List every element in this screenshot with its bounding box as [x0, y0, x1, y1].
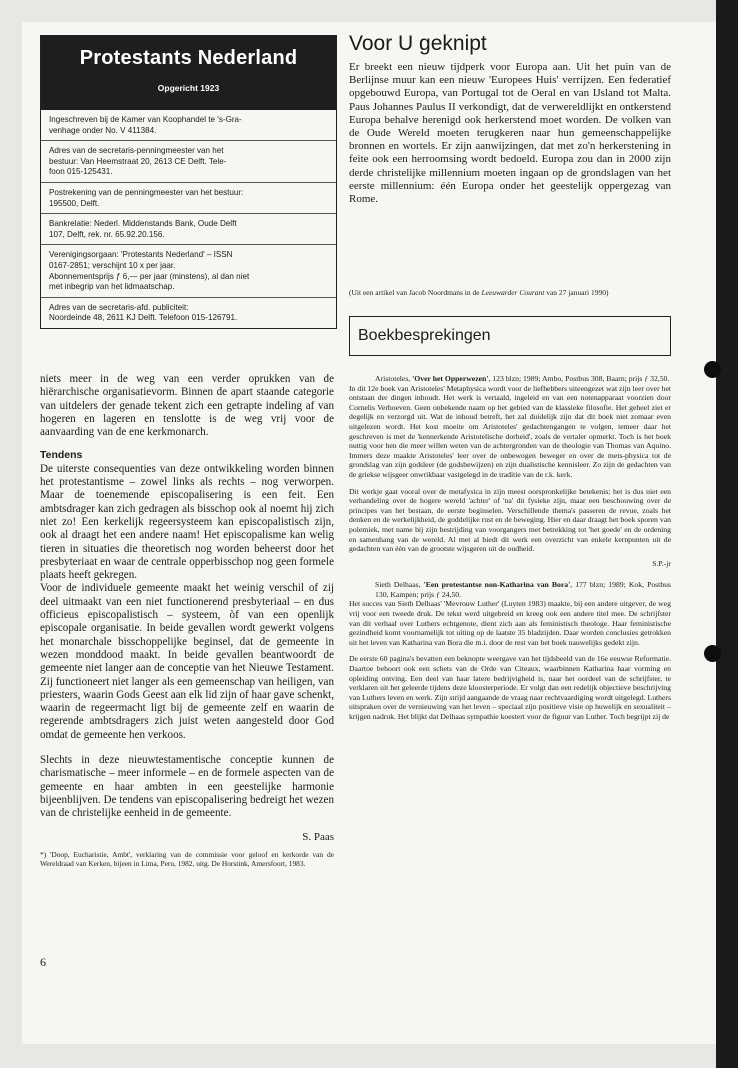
- article-signature: S. Paas: [302, 830, 334, 843]
- footnote: *) 'Doop, Eucharistie, Ambt', verklaring van de commissie voor geloof en kerkorde van de Wereldraad van Kerken, bijeen in Lima, Peru, 1982, uitg. De Horstink, Amersfoort, 1983.: [40, 849, 334, 869]
- review-paragraph: Dit werkje gaat vooral over de metafysica in zijn meest oorspronkelijke betekenis; het is dus niet een verhandeling over de hogere wereld 'achter' of 'na' dit fysieke zijn, maar een beschouwing over de principes van het bestaan, de eerste beginselen. Verschillende thema's passeren de revue, zoals het denken en de werkelijkheid, de goddelijke rust en de beweging. Hier en daar draagt het boek sporen van polemiek, met name bij zijn bestrijding van voorgangers met betrekking tot 'het goede' en de ordening en samenhang van de wereld. Al met al biedt dit werk een overzicht van enkele kernpunten uit de gedachten van één van de grootste wijsgeren uit de oudheid.: [349, 486, 671, 554]
- book-title: 'Een protestantse non-Katharina van Bora': [423, 580, 571, 590]
- review-header: Aristoteles, 'Over het Opperwezen', 123 blzn; 1989; Ambo, Postbus 308, Baarn; prijs ƒ 32,50.: [375, 374, 670, 383]
- scan-edge: [716, 0, 738, 1068]
- voor-u-geknipt-citation: (Uit een artikel van Jacob Noordmans in de Leeuwarder Courant van 27 januari 1990): [349, 288, 609, 297]
- masthead-box: [40, 35, 337, 329]
- masthead-subtitle: Opgericht 1923: [157, 83, 220, 93]
- masthead-entry-bank: Bankrelatie: Nederl. Middenstands Bank, Oude Delft 107, Delft, rek. nr. 65.92.20.156.: [41, 214, 336, 245]
- masthead-entry-address: Adres van de secretaris-penningmeester van het bestuur: Van Heemstraat 20, 2613 CE Delft. Tele- foon 015-125431.: [41, 141, 336, 183]
- masthead-title: Protestants Nederland: [79, 47, 298, 69]
- voor-u-geknipt-heading: Voor U geknipt: [349, 32, 487, 55]
- masthead-entry-publication: Verenigingsorgaan: 'Protestants Nederland' – ISSN 0167-2851; verschijnt 10 x per jaar. Abonnementsprijs ƒ 6,— per jaar (minstens), al dan niet met inbegrip van het lidmaatschap.: [41, 245, 336, 297]
- citation-source: Leeuwarder Courant: [481, 288, 545, 297]
- body-paragraph: De uiterste consequenties van deze ontwikkeling worden binnen het protestantisme – zowel links als rechts – nog verworpen. Maar de toenemende episcopalisering is een feit. Een ambtsdrager kan zich gedragen als bisschop ook al noemt hij zich niet zo! Een kerkelijk regeersysteem kan episcopalistisch zijn, ook al draagt het een andere naam! Het episcopalisme kan welig tieren in situaties die theoretisch nog worden beheerst door het presbyteriaat en waar de centrale opperbisschop nog geen formele plaats heeft gekregen.: [40, 462, 334, 582]
- section-heading-tendens: Tendens: [40, 449, 83, 462]
- masthead-entry-publicity: Adres van de secretaris-afd. publiciteit: Noordeinde 48, 2611 KJ Delft. Telefoon 015-126791.: [49, 302, 238, 323]
- left-column: [40, 373, 334, 869]
- book-title: 'Over het Opperwezen': [412, 374, 489, 383]
- review-signature: S.P.-jr: [652, 558, 671, 568]
- punch-hole-top: [704, 361, 721, 378]
- intro-paragraph: niets meer in de weg van een verder oprukken van de hiërarchische organisatievorm. Binnen de apart staande categorie van uitdelers der genade tekent zich een getrapte indeling af van hogeren en lageren en tenslotte is de weg vrij voor de aanvaarding van de ene kerkmonarch.: [40, 373, 334, 439]
- review-paragraph: In dit 12e boek van Aristoteles' Metaphysica wordt voor de liefhebbers uiteengezet wat zijn leer over het ontstaan der dingen inhoudt. Het werk is vertaald, ingeleid en van een notenapparaat voorzien door Cornelis Verhoeven. Geen onbekende naam op het gebied van de klassieke filosofie. Het geheel ziet er degelijk en verzorgd uit. Wat de inhoud betreft, het zal duidelijk zijn dat dit boek niet zomaar even uitgelezen wordt. Het kost moeite om Aristoteles' gedachtengangen te volgen, temeer daar het geschreven is met de 'kennerkende Aristotelische dorheid', zoals de vertaler opmerkt. Toch is het boek nuttig voor hen die meer willen weten van de achtergronden van de theologie van Thomas van Aquino. Immers deze maakte Aristoteles' leer over de onbewogen beweger en over de mets-physica tot de grondslag van zijn godsleer (de godsbewijzen) en zijn dualistische kennisleer. Zo zijn de gedachten van de griekse wijsgeer onwrikbaar vastgelegd in de traditie van de r.k. kerk.: [349, 383, 671, 479]
- punch-hole-bottom: [704, 645, 721, 662]
- review-header: Sieth Delhaas, 'Een protestantse non-Katharina van Bora', 177 blzn; 1989; Kok, Postbus 130, Kampen; prijs ƒ 24,50.: [375, 580, 671, 599]
- page-number: 6: [40, 955, 46, 969]
- masthead-entry-registration: Ingeschreven bij de Kamer van Koophandel te 's-Gra- venhage onder No. V 411384.: [41, 110, 336, 141]
- masthead-entry-postal-account: Postrekening van de penningmeester van het bestuur: 195500, Delft.: [41, 183, 336, 214]
- review-aristoteles: [349, 374, 671, 722]
- masthead-header: [41, 36, 336, 110]
- review-paragraph: Het succes van Sieth Delhaas' 'Mevrouw Luther' (Luyten 1983) maakte, bij een andere uitgever, de weg vrij voor een tweede druk. De tekst werd uitgebreid en kreeg ook een andere titel mee. De schrijfster van dit verhaal over Luthers echtgenote, dient zich aan als feministisch theologe. Haar feministische gezindheid komt voornamelijk tot uiting op de laatste 35 bladzijden. Daar worden conclusies getrokken uit het leven van Katharina van Bora die m.i. door de rest van het boek nauwelijks gedekt zijn.: [349, 599, 671, 647]
- review-paragraph: De eerste 60 pagina's bevatten een beknopte weergave van het tijdsbeeld van de 16e eeuwse Reformatie. Daartoe behoort ook een schets van de Orde van Citeaux, waarbinnen Katharina haar vorming en opleiding ontving. Een deel van haar latere bedrijvigheid is, naar het oordeel van de schrijfster, te verklaren uit het geleerde tijdens deze kloosterperiode. Er volgt dan een redelijk objectieve beschrijving van Luthers leven en werk. Zijn strijd aangaande de vraag naar rechtvaardiging wordt uitgelegd. Luthers uitspraken over de vernieuwing van het leven – speciaal zijn positieve visie op huwelijk en sexualiteit – krijgen nadruk. Het blijkt dat Delhaas sympathie koestert voor de figuur van Luther. Toch begrijpt zij de: [349, 654, 671, 721]
- body-paragraph: Voor de individuele gemeente maakt het weinig verschil of zij deel uitmaakt van een niet functionerend presbyteriaal – en dus officieus episcopalistisch – systeem, òf van een openlijk episcopale organisatie. In beide gevallen wordt gewerkt volgens het monarchale bisschoppelijke beginsel, dat de gemeente in wezen monddood maakt. In beide gevallen beantwoordt de gemeente niet langer aan de conceptie van het Nieuwe Testament. Zij functioneert niet langer als een gemeenschap van heiligen, van priesters, waarin Gods Geest aan elk lid zijn of haar gave schenkt, waarin de regeermacht ligt bij de gemeente zelf en waarin de regerende ambtsdragers zich juist weten aangesteld door God omdat de gemeente hen verkoos.: [40, 582, 334, 741]
- body-paragraph: Slechts in deze nieuwtestamentische conceptie kunnen de charismatische – meer informele – en de formele aspecten van de gemeente en haar ambten in een geestelijke harmonie bijeenblijven. De tendens van episcopalisering bedreigt het wezen van de christelijke eenheid in de gemeente.: [40, 754, 334, 820]
- boekbesprekingen-heading-box: Boekbesprekingen: [349, 316, 671, 356]
- voor-u-geknipt-text: Er breekt een nieuw tijdperk voor Europa aan. Uit het puin van de Berlijnse muur kan een nieuw 'Europees Huis' verrijzen. Een federatief opgebouwd Europa, van Portugal tot de Oeral en van IJsland tot Malta. Paus Johannes Paulus II verkondigt, dat de verwereldlijkt en ontkerstend Europa behalve herenigd ook herkerstend moet worden. De volken van de Oude Wereld moeten terugkeren naar hun gemeenschappelijke bronnen en wortels. Er zijn aanwijzingen, dat met zo'n herkerstening in feite ook een herroomsing wordt bedoeld. Europa zou dan in 2000 zijn derde christelijke millennium moeten ingaan op de grondslagen van het eerste millennium: één Europa onder het geestelijk oppergezag van Rome.: [349, 61, 671, 206]
